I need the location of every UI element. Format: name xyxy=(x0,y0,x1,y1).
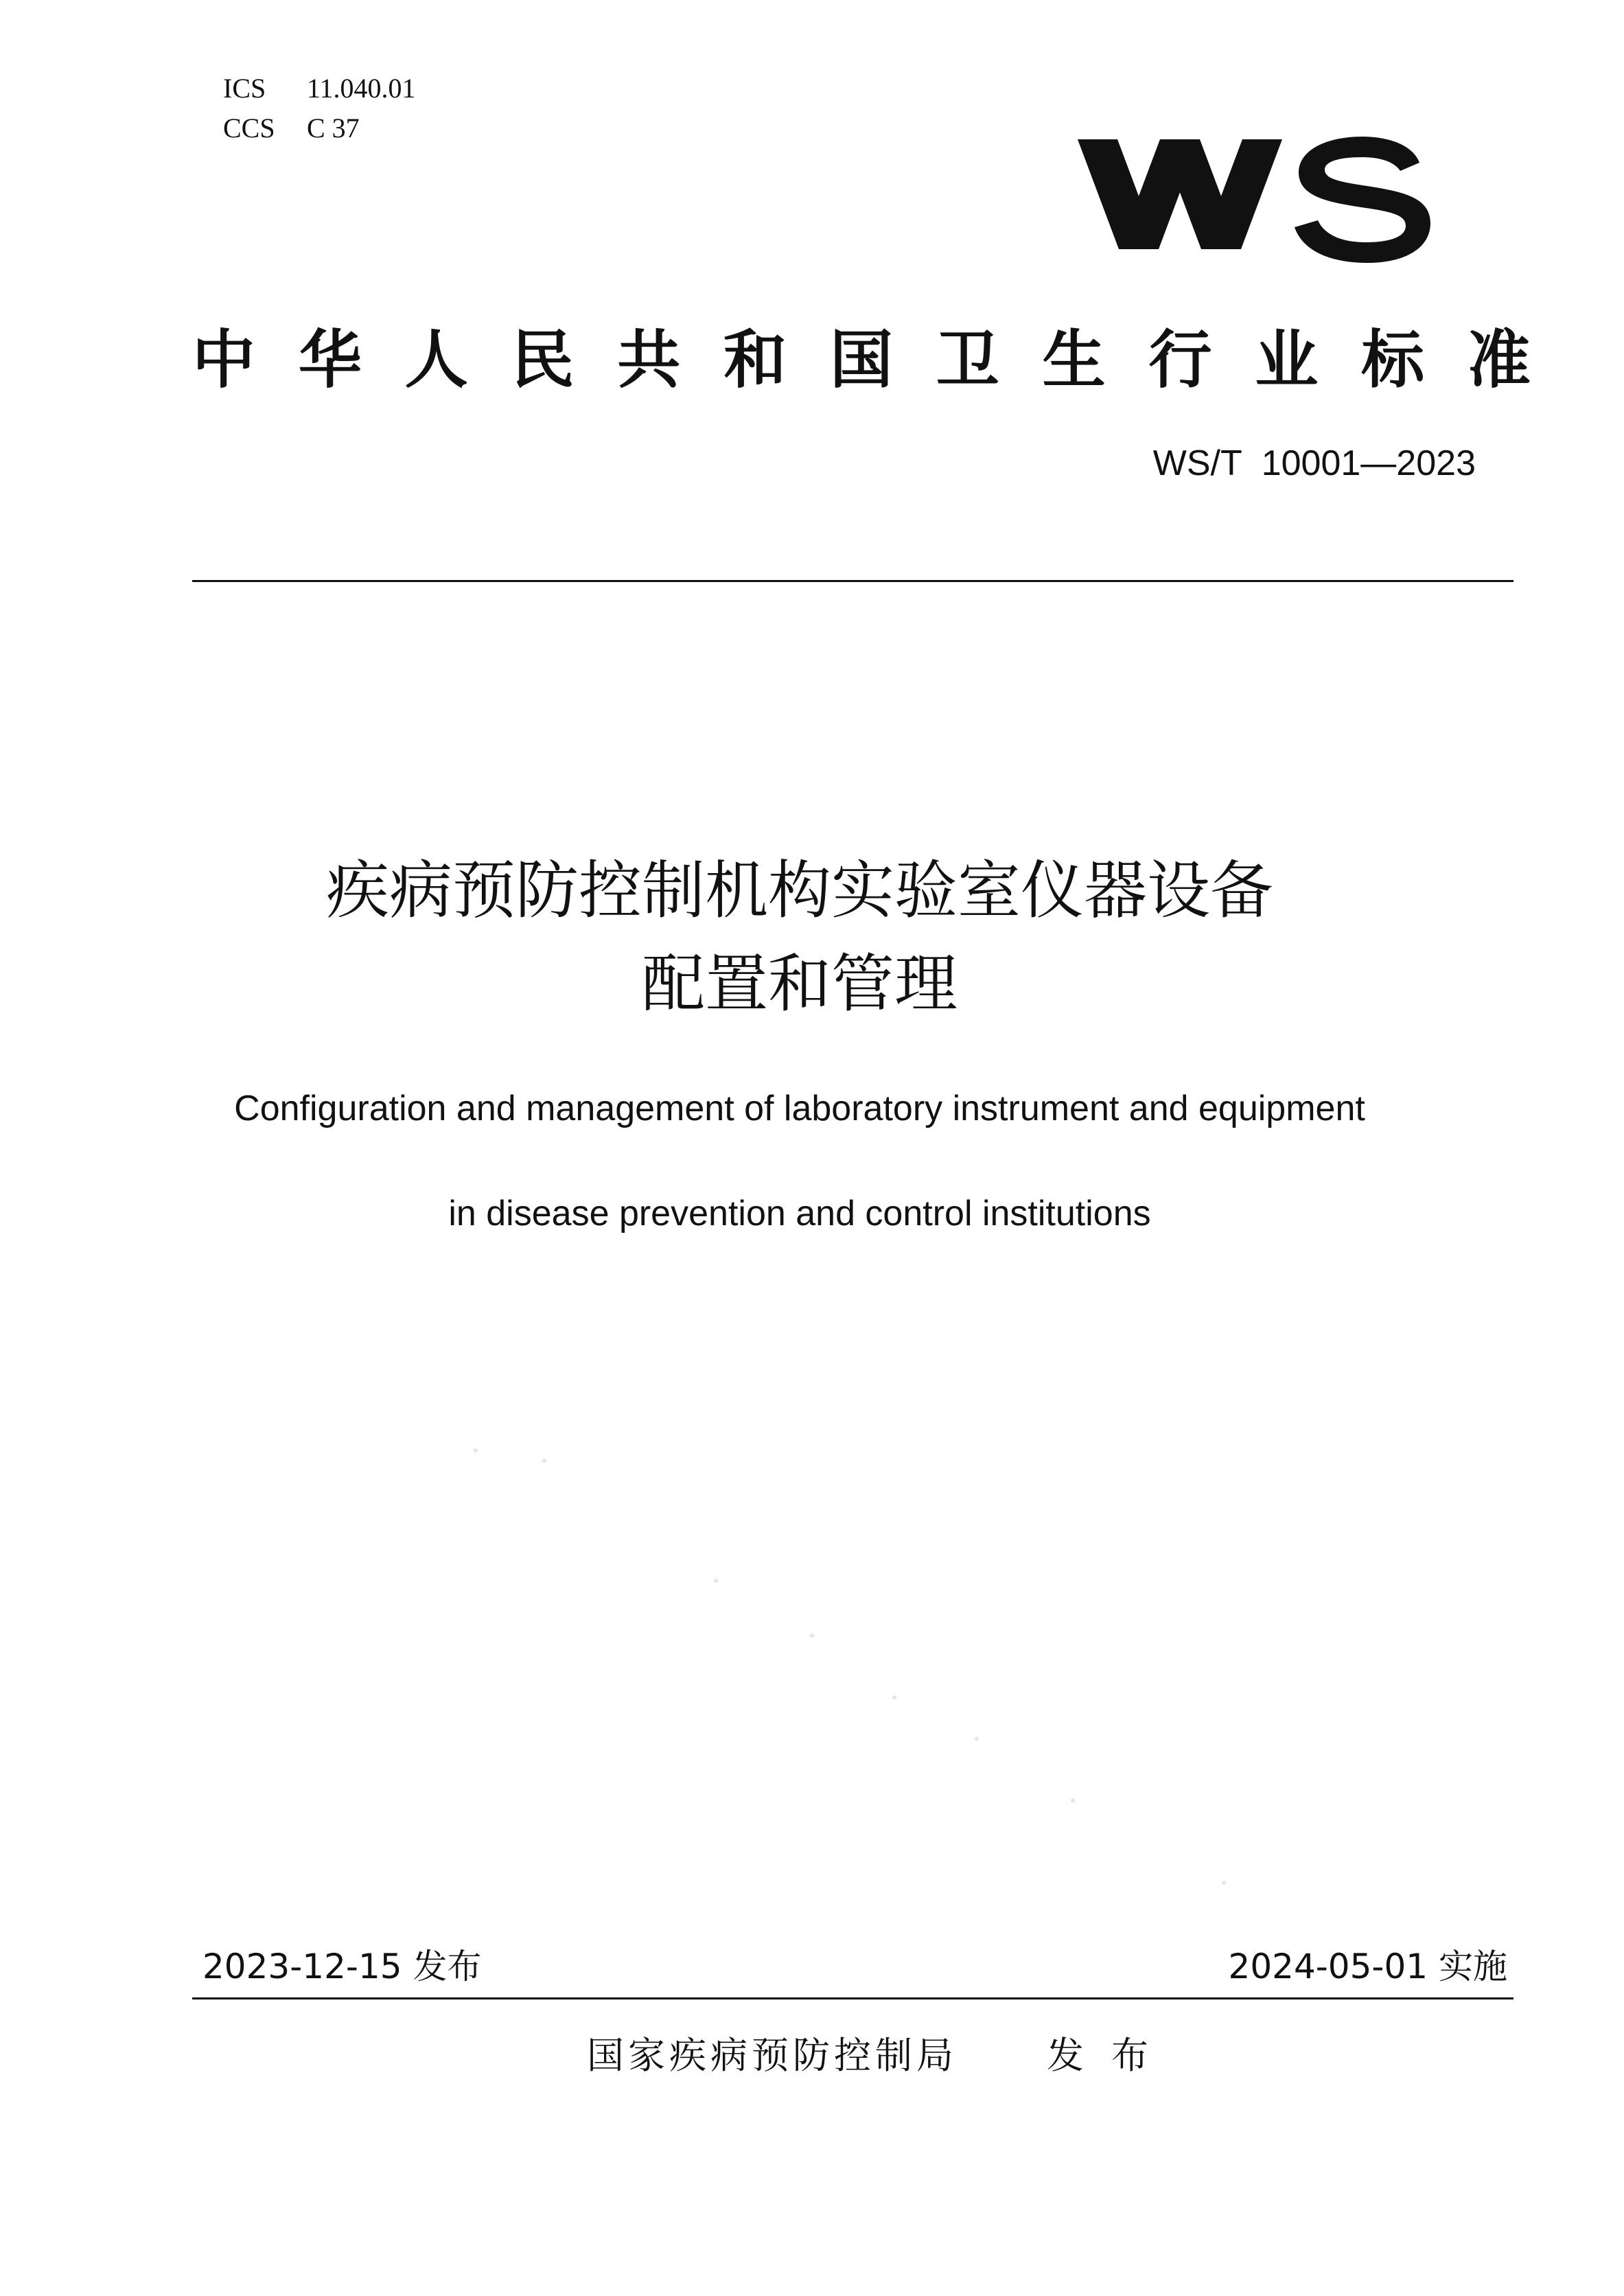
scan-speck xyxy=(542,1459,546,1463)
title-char: 共 xyxy=(617,323,681,397)
scan-speck xyxy=(892,1695,896,1700)
title-char: 业 xyxy=(1255,323,1319,397)
title-char: 生 xyxy=(1042,323,1106,397)
title-char: 中 xyxy=(192,323,256,397)
scan-speck xyxy=(474,1448,478,1452)
ccs-value: C 37 xyxy=(307,113,360,143)
ccs-row xyxy=(223,108,416,148)
document-title-cn xyxy=(192,844,1407,1031)
scan-speck xyxy=(1071,1798,1075,1802)
ics-row xyxy=(223,69,416,108)
title-en-line1: Configuration and management of laboratory instrument and equipment xyxy=(234,1089,1365,1128)
ws-logo-icon xyxy=(1078,127,1435,271)
publisher-name: 国家疾病预防控制局 xyxy=(587,2034,958,2077)
scan-speck xyxy=(1222,1881,1226,1885)
effective-date: 2024-05-01 实施 xyxy=(1228,1947,1507,1986)
ics-label: ICS xyxy=(223,73,266,104)
title-en-line2: in disease prevention and control institutions xyxy=(448,1194,1151,1233)
title-char: 华 xyxy=(298,323,362,397)
title-char: 国 xyxy=(829,323,893,397)
title-char: 行 xyxy=(1148,323,1212,397)
publish-date: 2023-12-15 发布 xyxy=(202,1947,482,1986)
title-char: 标 xyxy=(1361,323,1425,397)
scan-speck xyxy=(810,1634,814,1638)
title-cn-line1: 疾病预防控制机构实验室仪器设备 xyxy=(325,854,1273,927)
title-cn-line2: 配置和管理 xyxy=(641,947,958,1021)
scan-speck xyxy=(714,1579,718,1583)
ics-value: 11.040.01 xyxy=(307,73,416,104)
title-char: 卫 xyxy=(936,323,999,397)
publish-action: 发布 xyxy=(1047,2034,1176,2077)
classification-codes xyxy=(223,69,416,148)
title-char: 人 xyxy=(404,323,468,397)
scan-speck xyxy=(975,1737,979,1741)
title-char: 民 xyxy=(511,323,575,397)
publisher-spacer xyxy=(958,2028,1047,2083)
bottom-divider xyxy=(192,1997,1513,1999)
title-char: 和 xyxy=(723,323,787,397)
ccs-label: CCS xyxy=(223,113,275,143)
industry-standard-title xyxy=(192,312,1531,408)
top-divider xyxy=(192,580,1513,582)
standard-number: WS/T 10001—2023 xyxy=(1152,443,1476,483)
publisher-line xyxy=(587,2028,1176,2083)
title-char: 准 xyxy=(1467,323,1531,397)
